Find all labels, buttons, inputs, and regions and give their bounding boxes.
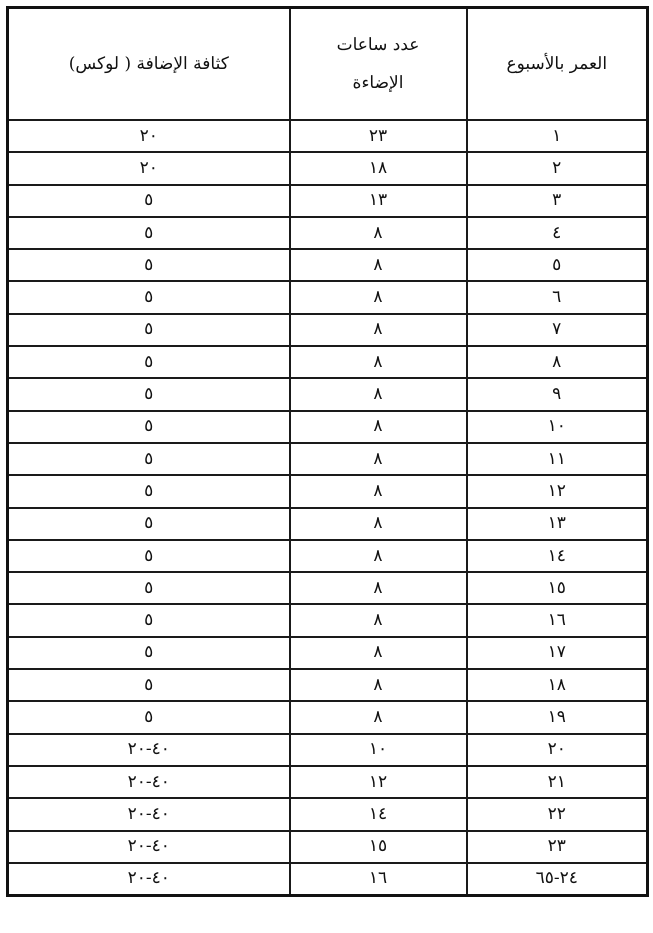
table-row [8,508,648,540]
cell-light-intensity: ٥ [8,669,290,701]
cell-light-hours: ٨ [290,378,467,410]
table-row [8,120,648,152]
table-row [8,637,648,669]
cell-light-intensity: ٥ [8,281,290,313]
cell-light-hours: ٢٣ [290,120,467,152]
cell-light-intensity: ٤٠-٢٠ [8,766,290,798]
cell-age: ٣ [467,185,648,217]
cell-light-hours: ٨ [290,411,467,443]
table-row [8,185,648,217]
cell-age: ١١ [467,443,648,475]
cell-age: ٩ [467,378,648,410]
table-row [8,766,648,798]
cell-light-intensity: ٥ [8,378,290,410]
cell-light-hours: ٨ [290,540,467,572]
table-row [8,701,648,733]
header-row [8,8,648,121]
cell-age: ٢٣ [467,831,648,863]
cell-light-intensity: ٥ [8,443,290,475]
cell-age: ٢٤-٦٥ [467,863,648,896]
table-row [8,152,648,184]
cell-age: ١٣ [467,508,648,540]
header-light-hours [290,8,467,121]
table-row [8,281,648,313]
cell-light-hours: ١٠ [290,734,467,766]
cell-age: ٢٠ [467,734,648,766]
header-hours-label-line2: الإضاءة [352,73,404,93]
cell-light-hours: ٨ [290,508,467,540]
cell-age: ٢ [467,152,648,184]
cell-light-hours: ٨ [290,475,467,507]
table-row [8,669,648,701]
cell-age: ١٧ [467,637,648,669]
cell-age: ١٩ [467,701,648,733]
header-age-label: العمر بالأسبوع [506,54,608,74]
table-row [8,346,648,378]
cell-light-hours: ٨ [290,314,467,346]
cell-light-hours: ٨ [290,281,467,313]
cell-light-hours: ٨ [290,637,467,669]
cell-light-intensity: ٤٠-٢٠ [8,734,290,766]
cell-light-intensity: ٤٠-٢٠ [8,863,290,896]
cell-light-intensity: ٥ [8,314,290,346]
cell-light-intensity: ٥ [8,637,290,669]
cell-age: ١٢ [467,475,648,507]
cell-light-hours: ١٤ [290,798,467,830]
cell-light-intensity: ٥ [8,701,290,733]
cell-age: ١٥ [467,572,648,604]
header-light-intensity [8,8,290,121]
table-row [8,475,648,507]
cell-light-intensity: ٤٠-٢٠ [8,831,290,863]
cell-age: ١٤ [467,540,648,572]
cell-light-intensity: ٥ [8,604,290,636]
cell-age: ٥ [467,249,648,281]
cell-age: ٢١ [467,766,648,798]
cell-age: ١٦ [467,604,648,636]
table-row [8,217,648,249]
cell-age: ٧ [467,314,648,346]
cell-light-hours: ٨ [290,217,467,249]
cell-light-hours: ٨ [290,346,467,378]
table-row [8,378,648,410]
table-row [8,314,648,346]
header-hours-label-line1: عدد ساعات [336,35,420,55]
cell-light-hours: ٨ [290,604,467,636]
cell-light-intensity: ٥ [8,249,290,281]
table-row [8,443,648,475]
cell-age: ٢٢ [467,798,648,830]
table-row [8,831,648,863]
cell-light-hours: ١٣ [290,185,467,217]
cell-light-intensity: ٥ [8,572,290,604]
cell-light-hours: ٨ [290,701,467,733]
table-row [8,604,648,636]
table-row [8,734,648,766]
cell-light-intensity: ٢٠ [8,152,290,184]
table-row [8,411,648,443]
cell-light-hours: ٨ [290,669,467,701]
cell-age: ٦ [467,281,648,313]
cell-light-intensity: ٥ [8,185,290,217]
cell-age: ٨ [467,346,648,378]
cell-light-hours: ٨ [290,249,467,281]
cell-light-intensity: ٥ [8,217,290,249]
header-intensity-label: كثافة الإضافة ( لوكس) [68,54,229,74]
cell-light-hours: ١٢ [290,766,467,798]
header-age-weeks [467,8,648,121]
cell-light-hours: ٨ [290,443,467,475]
table-header [8,8,648,121]
cell-light-intensity: ٥ [8,346,290,378]
cell-age: ١ [467,120,648,152]
cell-light-intensity: ٢٠ [8,120,290,152]
cell-light-intensity: ٥ [8,411,290,443]
cell-age: ١٨ [467,669,648,701]
lighting-program-table [6,6,649,897]
table-body [8,120,648,896]
table-row [8,863,648,896]
cell-light-intensity: ٥ [8,540,290,572]
table-row [8,540,648,572]
cell-age: ١٠ [467,411,648,443]
table-row [8,249,648,281]
table-row [8,572,648,604]
cell-light-intensity: ٥ [8,475,290,507]
cell-age: ٤ [467,217,648,249]
cell-light-hours: ١٥ [290,831,467,863]
cell-light-hours: ٨ [290,572,467,604]
table-row [8,798,648,830]
cell-light-hours: ١٦ [290,863,467,896]
lighting-program-table-wrapper [6,6,646,897]
cell-light-hours: ١٨ [290,152,467,184]
cell-light-intensity: ٤٠-٢٠ [8,798,290,830]
cell-light-intensity: ٥ [8,508,290,540]
